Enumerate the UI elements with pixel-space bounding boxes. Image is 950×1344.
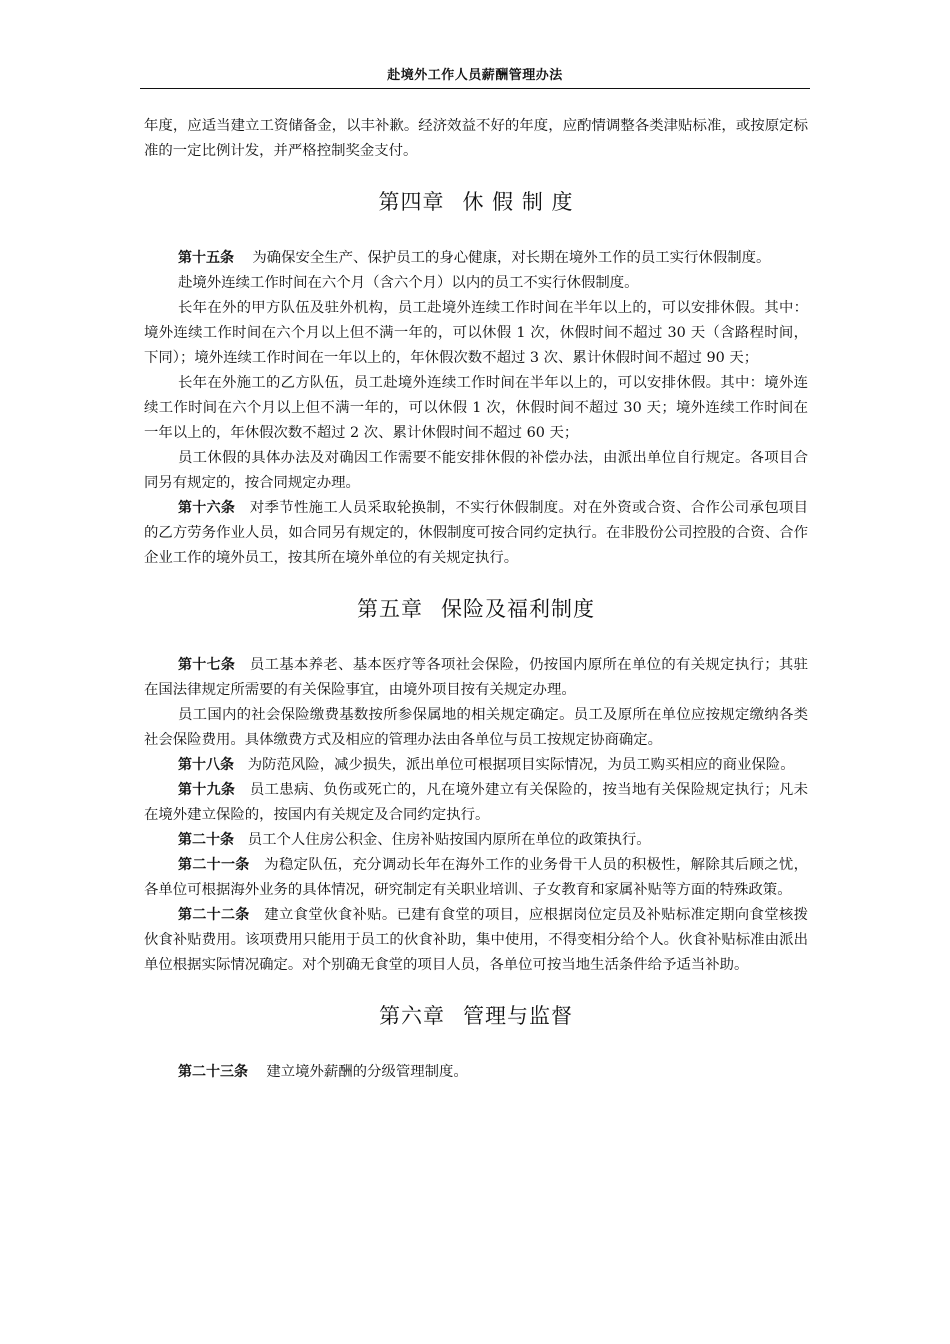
article-17-label: 第十七条: [178, 657, 236, 673]
article-20: [144, 828, 808, 853]
running-header: 赴境外工作人员薪酬管理办法: [387, 68, 563, 83]
intro-paragraph: 年度，应适当建立工资储备金，以丰补歉。经济效益不好的年度，应酌情调整各类津贴标准，或按原定标准的一定比例计发，并严格控制奖金支付。: [144, 118, 808, 159]
article-19-label: 第十九条: [178, 782, 236, 798]
article-20-label: 第二十条: [178, 832, 234, 848]
chapter-4-number: 第四章: [378, 190, 445, 214]
article-15-label: 第十五条: [178, 250, 234, 266]
article-22-label: 第二十二条: [178, 907, 250, 923]
article-23-text: 建立境外薪酬的分级管理制度。: [266, 1064, 468, 1080]
chapter-5-paragraph-1: 员工国内的社会保险缴费基数按所参保属地的相关规定确定。员工及原所在单位应按规定缴纳各类社会保险费用。具体缴费方式及相应的管理办法由各单位与员工按规定协商确定。: [144, 707, 808, 748]
article-23: [144, 1060, 808, 1085]
article-22-text: 建立食堂伙食补贴。已建有食堂的项目，应根据岗位定员及补贴标准定期向食堂核拨伙食补贴费用。该项费用只能用于员工的伙食补助，集中使用，不得变相分给个人。伙食补贴标准由派出单位根据实际情况确定。对个别确无食堂的项目人员，各单位可按当地生活条件给予适当补助。: [144, 907, 808, 973]
document-body: [144, 114, 808, 1085]
chapter-5-number: 第五章: [357, 597, 423, 621]
article-19: [144, 778, 808, 828]
article-17-text: 员工基本养老、基本医疗等各项社会保险，仍按国内原所在单位的有关规定执行；其驻在国法律规定所需要的有关保险事宜，由境外项目按有关规定办理。: [144, 657, 808, 698]
chapter-6-title: 管理与监督: [463, 1004, 573, 1028]
chapter-4-heading: [144, 186, 808, 216]
article-21-text: 为稳定队伍，充分调动长年在海外工作的业务骨干人员的积极性，解除其后顾之忧，各单位可根据海外业务的具体情况，研究制定有关职业培训、子女教育和家属补贴等方面的特殊政策。: [144, 857, 808, 898]
chapter-5-title: 保险及福利制度: [441, 597, 595, 621]
article-18-text: 为防范风险，减少损失，派出单位可根据项目实际情况，为员工购买相应的商业保险。: [247, 757, 795, 773]
chapter-4-paragraph-4: 员工休假的具体办法及对确因工作需要不能安排休假的补偿办法，由派出单位自行规定。各项目合同另有规定的，按合同规定办理。: [144, 450, 808, 491]
article-20-text: 员工个人住房公积金、住房补贴按国内原所在单位的政策执行。: [247, 832, 651, 848]
article-22: [144, 903, 808, 978]
article-16: [144, 496, 808, 571]
article-17: [144, 653, 808, 703]
article-16-label: 第十六条: [178, 500, 236, 516]
article-16-text: 对季节性施工人员采取轮换制，不实行休假制度。对在外资或合资、合作公司承包项目的乙方劳务作业人员，如合同另有规定的，休假制度可按合同约定执行。在非股份公司控股的合资、合作企业工作的境外员工，按其所在境外单位的有关规定执行。: [144, 500, 808, 566]
article-21-label: 第二十一条: [178, 857, 250, 873]
chapter-4-paragraph-1: 赴境外连续工作时间在六个月（含六个月）以内的员工不实行休假制度。: [178, 275, 639, 291]
article-23-label: 第二十三条: [178, 1064, 248, 1080]
chapter-5-heading: [144, 593, 808, 623]
chapter-6-number: 第六章: [379, 1004, 445, 1028]
article-15-text: 为确保安全生产、保护员工的身心健康，对长期在境外工作的员工实行休假制度。: [252, 250, 771, 266]
article-21: [144, 853, 808, 903]
chapter-4-title: 休 假 制 度: [462, 190, 574, 214]
chapter-6-heading: [144, 1000, 808, 1030]
article-18: [144, 753, 808, 778]
article-19-text: 员工患病、负伤或死亡的，凡在境外建立有关保险的，按当地有关保险规定执行；凡未在境外建立保险的，按国内有关规定及合同约定执行。: [144, 782, 808, 823]
article-18-label: 第十八条: [178, 757, 234, 773]
chapter-4-paragraph-2: 长年在外的甲方队伍及驻外机构，员工赴境外连续工作时间在半年以上的，可以安排休假。其中：境外连续工作时间在六个月以上但不满一年的，可以休假 1 次，休假时间不超过 30 天（含路程时间，下同）；境外连续工作时间在一年以上的，年休假次数不超过 3 次、累计休假时间不超过 90 天；: [144, 300, 808, 366]
header-divider: [140, 88, 810, 89]
chapter-4-paragraph-3: 长年在外施工的乙方队伍，员工赴境外连续工作时间在半年以上的，可以安排休假。其中：境外连续工作时间在六个月以上但不满一年的，可以休假 1 次，休假时间不超过 30 天；境外连续工作时间在一年以上的，年休假次数不超过 2 次、累计休假时间不超过 60 天；: [144, 375, 808, 441]
article-15: [144, 246, 808, 271]
